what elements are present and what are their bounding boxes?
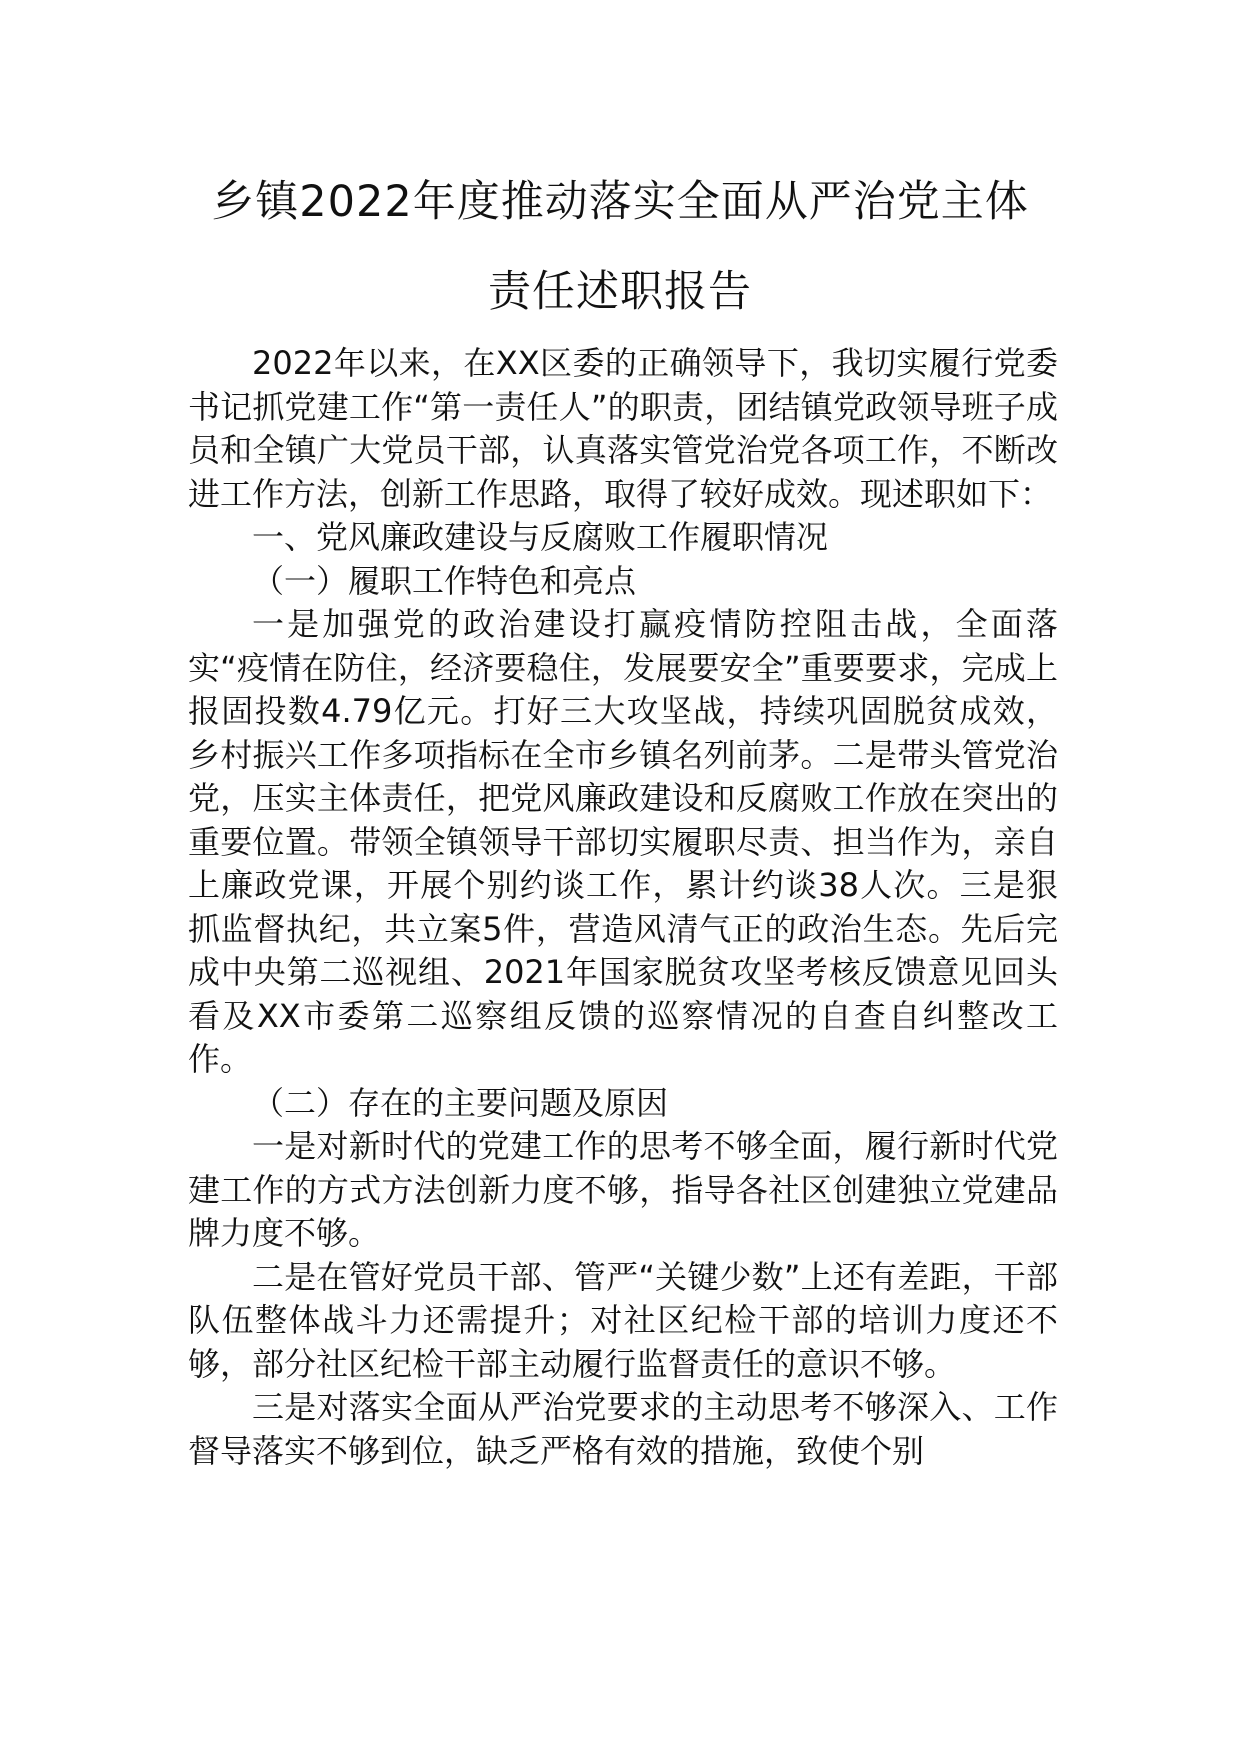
problem-paragraph-3: 三是对落实全面从严治党要求的主动思考不够深入、工作督导落实不够到位，缺乏严格有效的措施，致使个别 xyxy=(188,1388,1058,1470)
problem-paragraph-1: 一是对新时代的党建工作的思考不够全面，履行新时代党建工作的方式方法创新力度不够，指导各社区创建独立党建品牌力度不够。 xyxy=(188,1127,1058,1252)
document-title-line-1: 乡镇2022年度推动落实全面从严治党主体 xyxy=(211,177,1029,227)
document-body xyxy=(188,342,1058,1473)
problem-paragraph-2: 二是在管好党员干部、管严“关键少数”上还有差距，干部队伍整体战斗力还需提升；对社区纪检干部的培训力度还不够，部分社区纪检干部主动履行监督责任的意识不够。 xyxy=(188,1257,1058,1383)
highlights-paragraph: 一是加强党的政治建设打赢疫情防控阻击战，全面落实“疫情在防住，经济要稳住，发展要安全”重要要求，完成上报固投数4.79亿元。打好三大攻坚战，持续巩固脱贫成效，乡村振兴工作多项指标在全市乡镇名列前茅。二是带头管党治党，压实主体责任，把党风廉政建设和反腐败工作放在突出的重要位置。带领全镇领导干部切实履职尽责、担当作为，亲自上廉政党课，开展个别约谈工作，累计约谈38人次。三是狠抓监督执纪，共立案5件，营造风清气正的政治生态。先后完成中央第二巡视组、2021年国家脱贫攻坚考核反馈意见回头看及XX市委第二巡察组反馈的巡察情况的自查自纠整改工作。 xyxy=(188,605,1058,1078)
intro-paragraph: 2022年以来，在XX区委的正确领导下，我切实履行党委书记抓党建工作“第一责任人”的职责，团结镇党政领导班子成员和全镇广大党员干部，认真落实管党治党各项工作，不断改进工作方法，创新工作思路，取得了较好成效。现述职如下： xyxy=(188,344,1058,513)
subsection-heading-2: （二）存在的主要问题及原因 xyxy=(252,1083,669,1122)
subsection-heading-1: （一）履职工作特色和亮点 xyxy=(252,561,637,600)
section-heading-1: 一、党风廉政建设与反腐败工作履职情况 xyxy=(252,518,829,556)
document-title-line-2: 责任述职报告 xyxy=(488,267,752,317)
